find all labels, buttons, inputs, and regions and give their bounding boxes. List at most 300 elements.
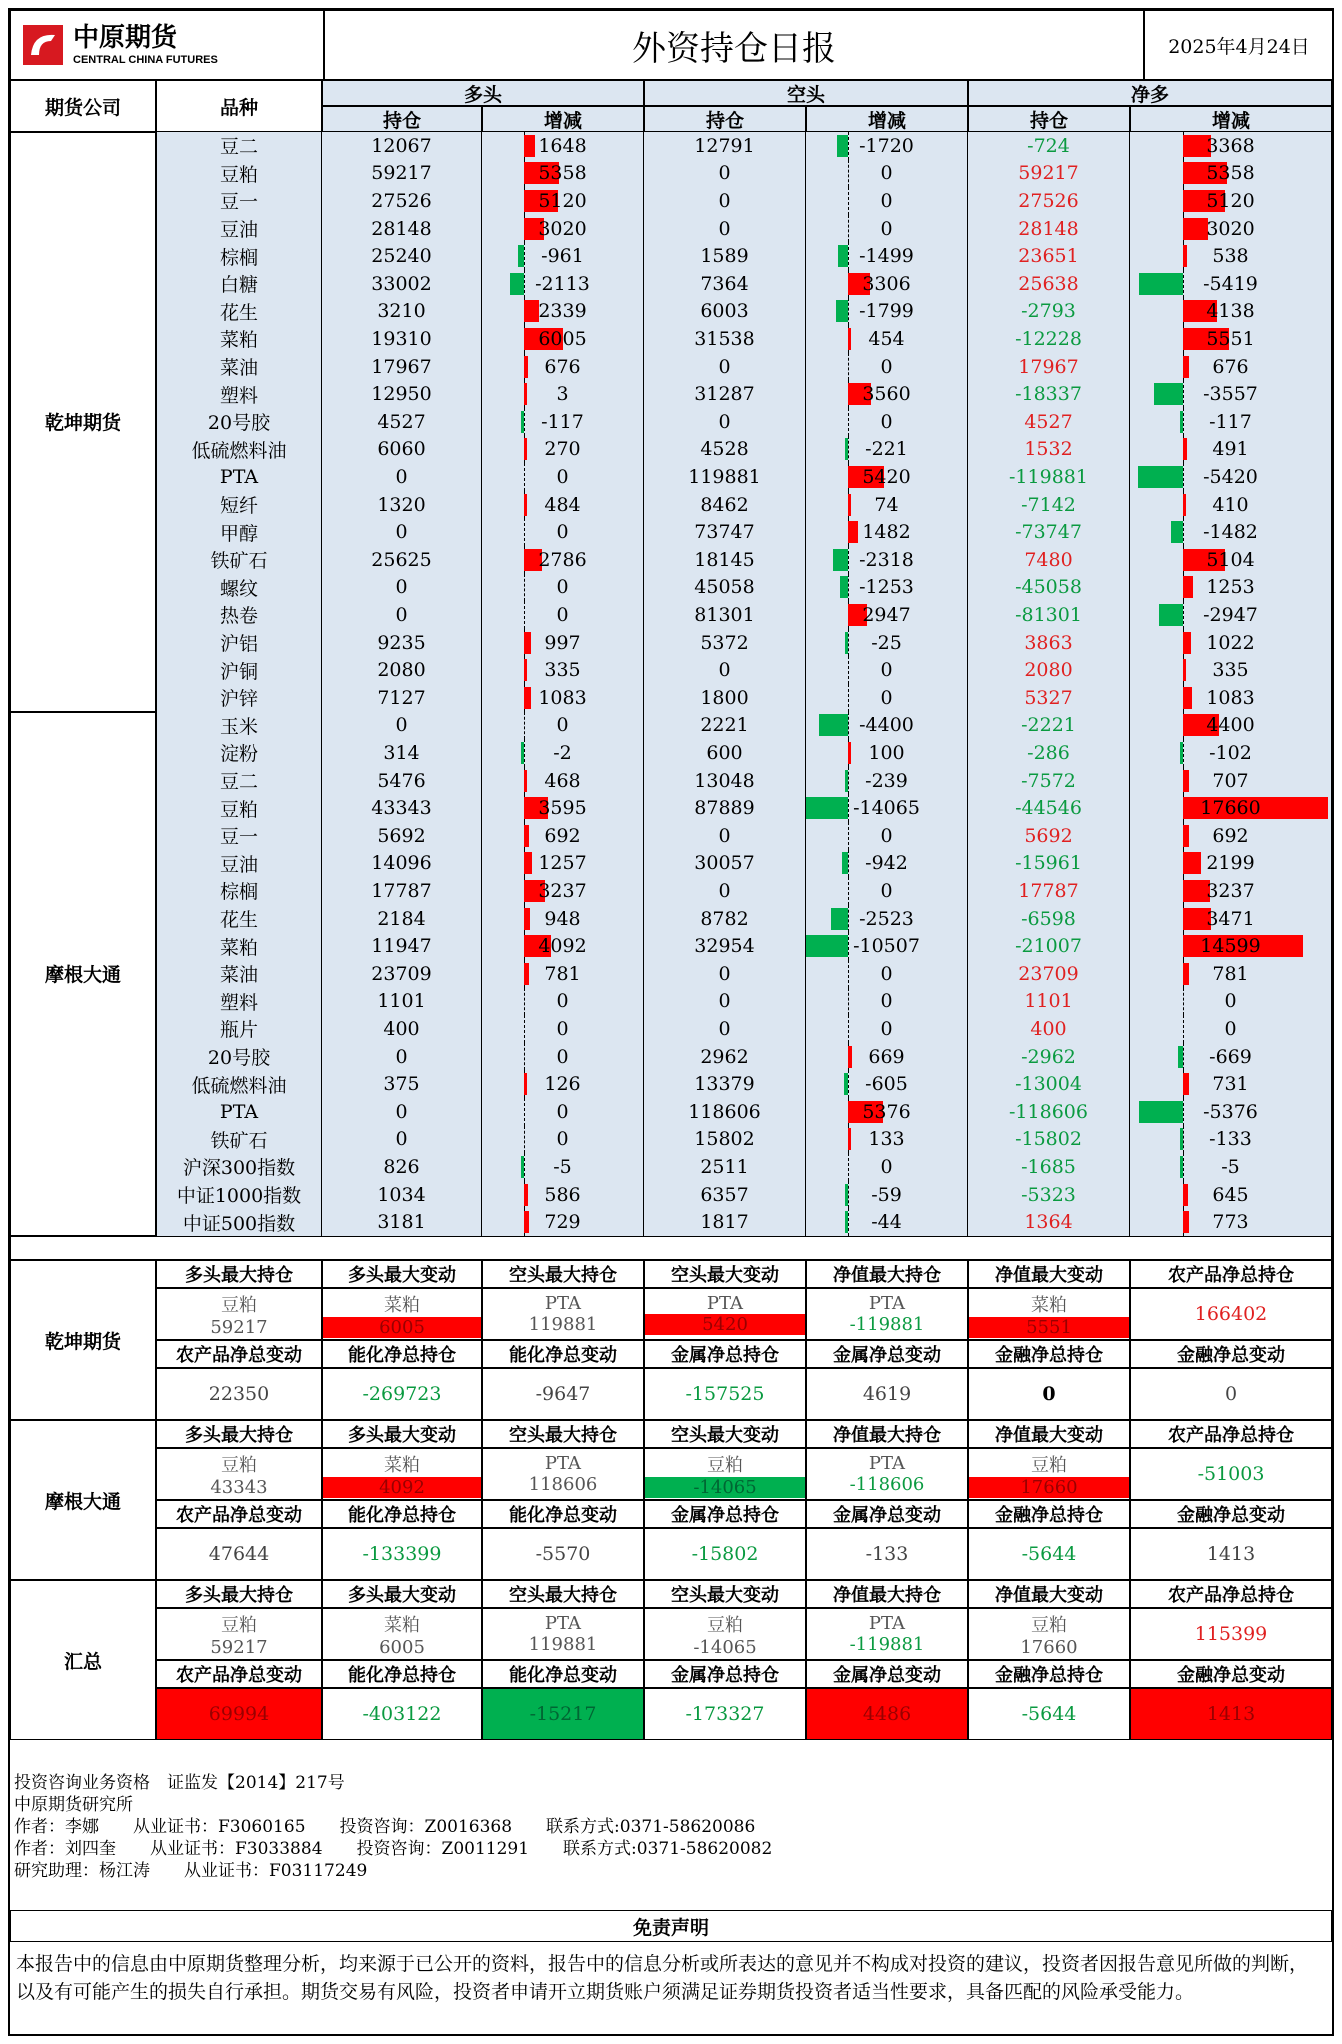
cell-value: 0 [718,879,731,902]
summary-label: 多头最大持仓 [156,1580,322,1608]
spacer-row [10,1236,1332,1260]
table-cell [322,1098,482,1126]
cell-value: 4527 [1024,410,1073,433]
cell-value: -605 [865,1073,908,1096]
summary-label: 农产品净总变动 [156,1500,322,1528]
table-cell [644,932,806,960]
cell-value: 0 [880,962,893,985]
cell-value: -3557 [1203,383,1258,406]
summary-product: 豆粕 [1031,1454,1067,1476]
table-cell [1130,684,1332,712]
table-cell [482,1070,644,1098]
table-cell [482,325,644,353]
summary-label: 农产品净总持仓 [1130,1580,1332,1608]
product-name: PTA [156,463,322,491]
cell-value: 2947 [862,603,911,626]
table-cell [806,1181,968,1209]
summary-label: 空头最大变动 [644,1420,806,1448]
summary-label: 能化净总持仓 [322,1340,482,1368]
table-cell [1130,767,1332,795]
summary-product: PTA [544,1613,582,1634]
table-cell [482,518,644,546]
cell-value: 5476 [377,769,426,792]
table-cell [322,436,482,464]
summary-value [806,1448,968,1500]
summary-value [156,1448,322,1500]
cell-value: 118606 [688,1100,761,1123]
table-cell [482,932,644,960]
report-date: 2025年4月24日 [1144,10,1334,80]
table-cell [968,270,1130,298]
summary-number: 119881 [528,1314,598,1335]
cell-value: 0 [395,603,408,626]
product-name: 甲醇 [156,518,322,546]
header-long: 多头 [322,80,644,106]
table-cell [968,1153,1130,1181]
cell-value: 781 [544,962,581,985]
cell-value: 0 [395,714,408,737]
summary-total-value: -5644 [968,1528,1130,1580]
cell-value: -102 [1209,741,1252,764]
cell-value: 454 [868,327,905,350]
cell-value: 1800 [700,686,749,709]
cell-value: 468 [544,769,581,792]
cell-value: 676 [1212,355,1249,378]
table-cell [644,353,806,381]
summary-total-value: 0 [968,1368,1130,1420]
table-cell [1130,1153,1332,1181]
table-cell [968,215,1130,243]
table-cell [1130,546,1332,574]
cell-value: -1253 [859,576,914,599]
table-cell [322,160,482,188]
summary-product: 豆粕 [1031,1614,1067,1636]
cell-value: -81301 [1015,603,1082,626]
table-cell [644,1126,806,1154]
cell-value: 5692 [1024,824,1073,847]
table-cell [1130,408,1332,436]
cell-value: 19310 [371,327,432,350]
header-long-position: 持仓 [322,106,482,132]
table-cell [968,960,1130,988]
table-cell [806,546,968,574]
summary-total-value: -133 [806,1528,968,1580]
table-cell [644,712,806,740]
cell-value: -21007 [1015,935,1082,958]
table-cell [1130,656,1332,684]
table-cell [322,960,482,988]
cell-value: 669 [868,1045,905,1068]
cell-value: 781 [1212,962,1249,985]
cell-value: 0 [880,1017,893,1040]
cell-value: 0 [718,659,731,682]
table-cell [1130,905,1332,933]
header-net-change: 增减 [1130,106,1332,132]
cell-value: 5120 [1206,189,1255,212]
table-cell [1130,1181,1332,1209]
table-cell [806,160,968,188]
summary-label: 空头最大持仓 [482,1580,644,1608]
disclaimer-title: 免责声明 [10,1910,1332,1942]
table-cell [482,1153,644,1181]
table-cell [322,463,482,491]
table-cell [644,1181,806,1209]
cell-value: 74 [874,493,899,516]
product-name: 20号胶 [156,1043,322,1071]
table-cell [1130,960,1332,988]
table-cell [968,629,1130,657]
cell-value: 2786 [538,548,587,571]
table-cell [482,380,644,408]
cell-value: 17787 [371,879,432,902]
summary-number: 43343 [210,1476,268,1498]
cell-value: 410 [1212,493,1249,516]
cell-value: 23709 [1018,962,1079,985]
table-cell [482,160,644,188]
table-cell [968,850,1130,878]
table-cell [482,822,644,850]
table-cell [482,353,644,381]
table-cell [644,988,806,1016]
product-name: 豆二 [156,132,322,160]
cell-value: 17660 [1200,797,1261,820]
table-cell [806,270,968,298]
cell-value: -1720 [859,134,914,157]
cell-value: -5323 [1021,1183,1076,1206]
cell-value: -5419 [1203,272,1258,295]
table-cell [482,988,644,1016]
table-cell [1130,1043,1332,1071]
cell-value: 0 [556,1100,569,1123]
product-name: 豆二 [156,767,322,795]
table-cell [322,546,482,574]
cell-value: 1532 [1024,438,1073,461]
table-cell [806,408,968,436]
summary-company: 摩根大通 [10,1420,156,1580]
page-title: 外资持仓日报 [324,10,1144,80]
table-cell [322,325,482,353]
cell-value: 18145 [694,548,755,571]
table-cell [968,408,1130,436]
table-cell [806,1126,968,1154]
cell-value: 31287 [694,383,755,406]
table-cell [806,684,968,712]
table-cell [968,767,1130,795]
footer [10,1770,1332,2034]
cell-value: 25625 [371,548,432,571]
cell-value: 73747 [694,521,755,544]
product-name: 菜粕 [156,325,322,353]
cell-value: 1257 [538,852,587,875]
table-cell [806,932,968,960]
cell-value: 28148 [1018,217,1079,240]
table-cell [1130,325,1332,353]
cell-value: -44 [871,1211,902,1234]
cell-value: 17787 [1018,879,1079,902]
cell-value: 0 [1224,1017,1237,1040]
summary-product: PTA [868,1613,906,1634]
table-cell [968,491,1130,519]
cell-value: -239 [865,769,908,792]
cell-value: 400 [383,1017,420,1040]
table-cell [644,1043,806,1071]
cell-value: 5104 [1206,548,1255,571]
cell-value: 1101 [1024,990,1073,1013]
table-cell [322,1153,482,1181]
header-short-position: 持仓 [644,106,806,132]
table-cell [968,160,1130,188]
cell-value: 0 [880,189,893,212]
cell-value: 731 [1212,1073,1249,1096]
cell-value: -118606 [1009,1100,1088,1123]
cell-value: 0 [556,1017,569,1040]
cell-value: 0 [718,962,731,985]
table-cell [1130,850,1332,878]
cell-value: 0 [395,576,408,599]
summary-label: 金属净总变动 [806,1660,968,1688]
logo [10,10,324,80]
product-name: 菜油 [156,353,322,381]
table-cell [968,656,1130,684]
table-cell [482,270,644,298]
cell-value: -44546 [1015,797,1082,820]
cell-value: -13004 [1015,1073,1082,1096]
footer-line: 作者：李娜 从业证书：F3060165 投资咨询：Z0016368 联系方式:0371-58620086 [14,1817,756,1837]
table-cell [968,187,1130,215]
logo-icon [21,23,65,67]
cell-value: 14096 [371,852,432,875]
product-name: 棕榈 [156,877,322,905]
group-company: 乾坤期货 [10,132,156,712]
table-cell [644,242,806,270]
product-name: 沪铝 [156,629,322,657]
table-cell [482,463,644,491]
summary-number: 5551 [969,1317,1129,1338]
agri-net-position: 166402 [1130,1288,1332,1340]
table-cell [968,436,1130,464]
table-cell [322,712,482,740]
cell-value: 0 [556,576,569,599]
cell-value: 692 [544,824,581,847]
agri-net-position: -51003 [1130,1448,1332,1500]
table-cell [322,132,482,160]
table-cell [1130,380,1332,408]
table-cell [968,380,1130,408]
cell-value: 5120 [538,189,587,212]
summary-total-value: 22350 [156,1368,322,1420]
summary-label: 农产品净总持仓 [1130,1420,1332,1448]
cell-value: 0 [880,410,893,433]
summary-value [968,1608,1130,1660]
summary-label: 净值最大变动 [968,1260,1130,1288]
summary-value [806,1288,968,1340]
table-cell [968,1126,1130,1154]
summary-company: 汇总 [10,1580,156,1740]
summary-company: 乾坤期货 [10,1260,156,1420]
cell-value: 1320 [377,493,426,516]
table-cell [968,905,1130,933]
summary-label: 净值最大持仓 [806,1260,968,1288]
table-cell [644,215,806,243]
table-cell [968,684,1130,712]
cell-value: 0 [880,162,893,185]
table-cell [322,684,482,712]
table-cell [644,1098,806,1126]
product-name: 沪铜 [156,656,322,684]
cell-value: 0 [556,465,569,488]
cell-value: 5376 [862,1100,911,1123]
table-cell [482,242,644,270]
table-cell [806,380,968,408]
table-cell [968,1015,1130,1043]
product-name: 低硫燃料油 [156,436,322,464]
table-cell [644,132,806,160]
summary-product: 豆粕 [707,1454,743,1476]
table-cell [482,1015,644,1043]
cell-value: 8462 [700,493,749,516]
cell-value: 5358 [1206,162,1255,185]
product-name: 花生 [156,905,322,933]
product-name: 豆油 [156,850,322,878]
cell-value: 1589 [700,245,749,268]
summary-value [482,1288,644,1340]
table-cell [482,1181,644,1209]
cell-value: 3181 [377,1211,426,1234]
table-cell [1130,160,1332,188]
summary-label: 金属净总变动 [806,1500,968,1528]
cell-value: 17967 [1018,355,1079,378]
cell-value: 3020 [538,217,587,240]
table-cell [806,1153,968,1181]
summary-number: 17660 [969,1477,1129,1498]
cell-value: 0 [880,824,893,847]
cell-value: 17967 [371,355,432,378]
summary-label: 农产品净总变动 [156,1660,322,1688]
cell-value: -45058 [1015,576,1082,599]
cell-value: 3020 [1206,217,1255,240]
cell-value: 59217 [1018,162,1079,185]
cell-value: 0 [1224,990,1237,1013]
table-cell [968,877,1130,905]
cell-value: 0 [880,686,893,709]
cell-value: 1482 [862,521,911,544]
table-cell [806,518,968,546]
cell-value: 314 [383,741,420,764]
cell-value: 645 [1212,1183,1249,1206]
summary-label: 多头最大持仓 [156,1260,322,1288]
table-cell [1130,1126,1332,1154]
table-cell [644,794,806,822]
cell-value: -25 [871,631,902,654]
table-cell [644,436,806,464]
summary-value [806,1608,968,1660]
cell-value: 3306 [862,272,911,295]
table-cell [482,132,644,160]
cell-value: 0 [718,162,731,185]
summary-label: 净值最大变动 [968,1420,1130,1448]
table-cell [1130,242,1332,270]
header-net-position: 持仓 [968,106,1130,132]
table-cell [806,822,968,850]
cell-value: 31538 [694,327,755,350]
table-cell [322,629,482,657]
table-cell [806,988,968,1016]
cell-value: -7142 [1021,493,1076,516]
cell-value: 1034 [377,1183,426,1206]
table-cell [482,436,644,464]
cell-value: 0 [880,879,893,902]
table-cell [806,877,968,905]
summary-value [644,1448,806,1500]
cell-value: 0 [880,355,893,378]
table-cell [1130,215,1332,243]
cell-value: -2221 [1021,714,1076,737]
cell-value: 335 [1212,659,1249,682]
table-cell [482,491,644,519]
cell-value: -15961 [1015,852,1082,875]
cell-value: 27526 [1018,189,1079,212]
product-name: 20号胶 [156,408,322,436]
product-name: 白糖 [156,270,322,298]
product-name: 低硫燃料油 [156,1070,322,1098]
table-cell [322,408,482,436]
cell-value: 729 [544,1211,581,1234]
summary-label: 金属净总持仓 [644,1500,806,1528]
product-name: 瓶片 [156,1015,322,1043]
cell-value: 2080 [377,659,426,682]
footer-info [14,1772,1324,1918]
table-cell [968,1070,1130,1098]
summary-label: 金融净总变动 [1130,1500,1332,1528]
table-cell [322,1043,482,1071]
cell-value: 0 [880,217,893,240]
table-cell [644,491,806,519]
cell-value: 23651 [1018,245,1079,268]
product-name: 沪锌 [156,684,322,712]
table-cell [644,325,806,353]
table-cell [806,601,968,629]
product-name: 铁矿石 [156,546,322,574]
summary-value [482,1608,644,1660]
summary-total-value: 4619 [806,1368,968,1420]
table-cell [968,463,1130,491]
table-cell [482,712,644,740]
cell-value: 119881 [688,465,761,488]
table-cell [644,1015,806,1043]
summary-product: 菜粕 [1031,1294,1067,1316]
product-name: PTA [156,1098,322,1126]
cell-value: 45058 [694,576,755,599]
summary-number: -14065 [693,1636,757,1658]
table-cell [644,1153,806,1181]
table-cell [968,988,1130,1016]
cell-value: 1101 [377,990,426,1013]
table-cell [322,298,482,326]
cell-value: 23709 [371,962,432,985]
summary-total-value: -269723 [322,1368,482,1420]
header-company: 期货公司 [10,80,156,132]
table-cell [1130,1070,1332,1098]
summary-label: 空头最大持仓 [482,1260,644,1288]
cell-value: 15802 [694,1128,755,1151]
cell-value: -119881 [1009,465,1088,488]
summary-total-value: 69994 [156,1688,322,1740]
product-name: 豆油 [156,215,322,243]
summary-label: 金属净总持仓 [644,1660,806,1688]
cell-value: 1817 [700,1211,749,1234]
summary-label: 能化净总持仓 [322,1660,482,1688]
table-cell [644,546,806,574]
